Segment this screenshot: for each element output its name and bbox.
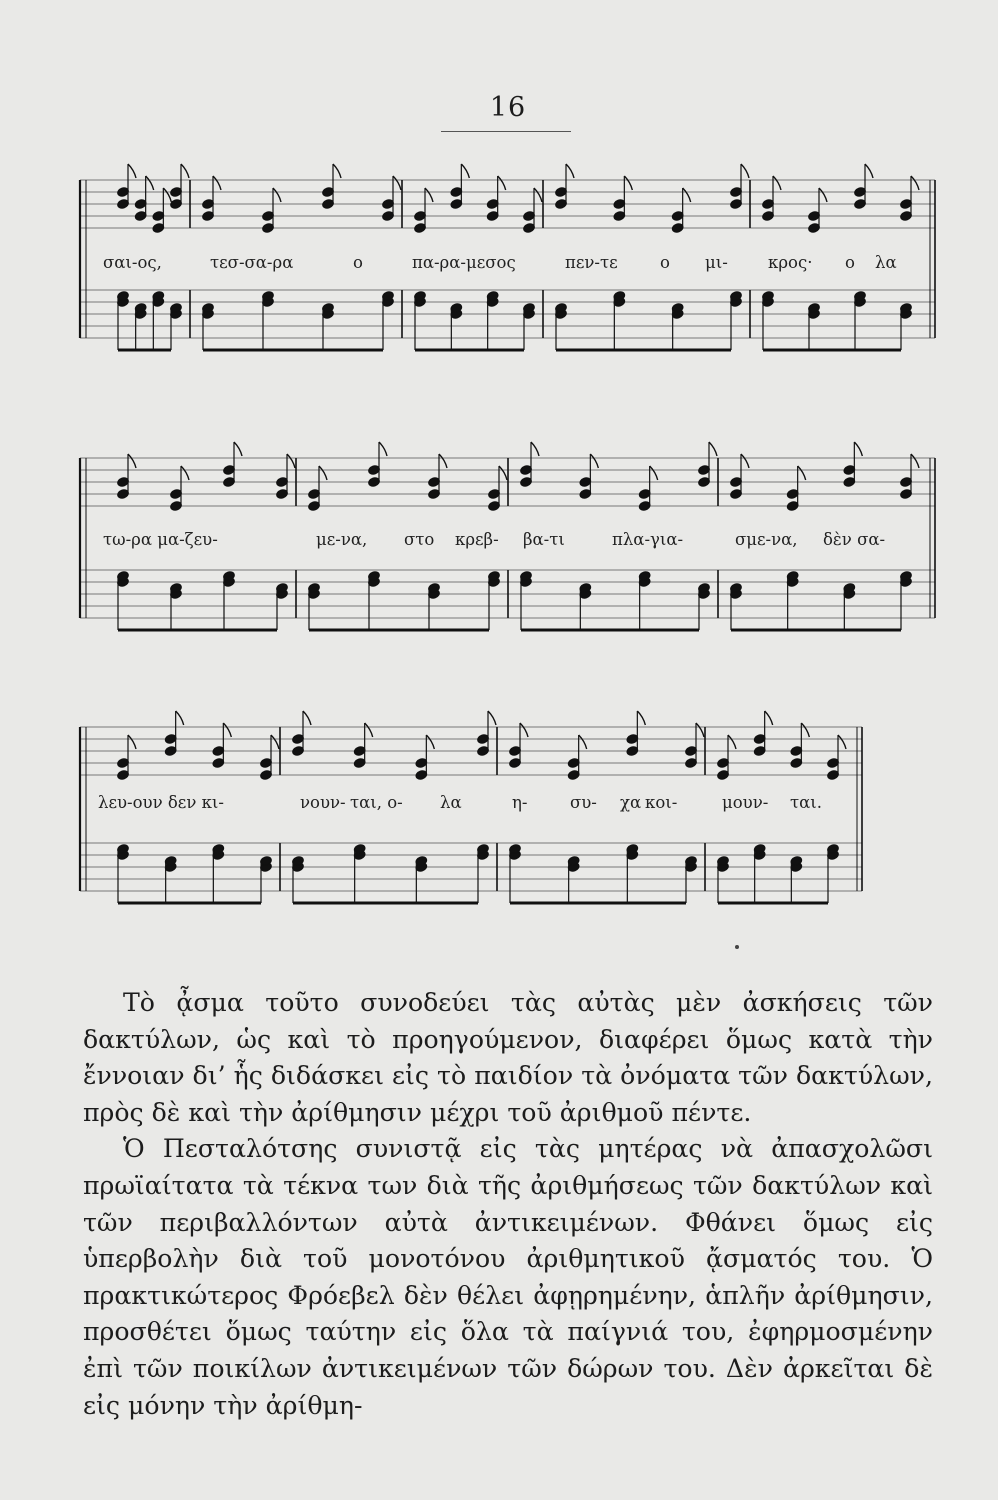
note-flag bbox=[146, 176, 154, 190]
note-flag bbox=[223, 723, 231, 737]
lyric: κρος· bbox=[768, 253, 813, 272]
note-flag bbox=[499, 466, 507, 480]
note-flag bbox=[520, 723, 528, 737]
note-flag bbox=[741, 164, 749, 178]
note-flag bbox=[819, 188, 827, 202]
page-number: 16 bbox=[489, 92, 527, 123]
lyric: πεν-τε bbox=[565, 253, 618, 272]
lyric: τεσ-σα-ρα bbox=[210, 253, 294, 272]
print-dot bbox=[735, 945, 739, 949]
note-flag bbox=[319, 466, 327, 480]
lyric: λα bbox=[440, 793, 462, 812]
lyric: λευ-ουν δεν κι- bbox=[98, 793, 224, 812]
body-text bbox=[83, 985, 933, 1424]
note-flag bbox=[765, 711, 773, 725]
lyric: στο bbox=[404, 530, 435, 549]
note-flag bbox=[696, 723, 704, 737]
note-flag bbox=[439, 454, 447, 468]
note-flag bbox=[624, 176, 632, 190]
lyric: βα-τι bbox=[523, 530, 565, 549]
lyric: σαι-ος, bbox=[103, 253, 162, 272]
note-flag bbox=[531, 442, 539, 456]
lyric: πα-ρα-μεσος bbox=[412, 253, 516, 272]
note-flag bbox=[379, 442, 387, 456]
lyric: πλα-για- bbox=[612, 530, 684, 549]
paragraph: Ὁ Πεσταλότσης συνιστᾷ εἰς τὰς μητέρας νὰ ἀπασχολῶσι πρωϊαίτατα τὰ τέκνα των διὰ τῆς ἀριθμήσεως τῶν δακτύλων καὶ τῶν περιβαλλόντων αὐτὰ ἀντικειμένων. Φθάνει ὅμως εἰς ὑπερβολὴν διὰ τοῦ μονοτόνου ἀριθμητικοῦ ᾄσματός του. Ὁ πρακτικώτερος Φρόεβελ δὲν θέλει ἀφῃρημένην, ἁπλῆν ἀρίθμησιν, προσθέτει ὅμως ταύτην εἰς ὅλα τὰ παίγνιά του, ἐφηρμοσμένην ἐπὶ τῶν ποικίλων ἀντικειμένων τῶν δώρων του. Δὲν ἀρκεῖται δὲ εἰς μόνην τὴν ἀρίθμη- bbox=[83, 1134, 933, 1420]
lyric: ται. bbox=[790, 793, 822, 812]
note-flag bbox=[534, 188, 542, 202]
note-flag bbox=[590, 454, 598, 468]
note-flag bbox=[273, 188, 281, 202]
note-flag bbox=[566, 164, 574, 178]
lyric: ο bbox=[845, 253, 855, 272]
lyric: μι- bbox=[705, 253, 728, 272]
lyric: η- bbox=[512, 793, 528, 812]
note-flag bbox=[461, 164, 469, 178]
note-flag bbox=[741, 454, 749, 468]
lyric: χα bbox=[620, 793, 642, 812]
lyric: σμε-να, bbox=[735, 530, 798, 549]
note-flag bbox=[683, 188, 691, 202]
lyric: κοι- bbox=[645, 793, 678, 812]
note-flag bbox=[426, 735, 434, 749]
note-flag bbox=[181, 466, 189, 480]
lyric: μουν- bbox=[722, 793, 769, 812]
note-flag bbox=[271, 735, 279, 749]
lyric: με-να, bbox=[316, 530, 368, 549]
note-flag bbox=[838, 735, 846, 749]
note-flag bbox=[303, 711, 311, 725]
note-flag bbox=[176, 711, 184, 725]
note-flag bbox=[488, 711, 496, 725]
lyric: ο bbox=[660, 253, 670, 272]
note-flag bbox=[393, 176, 401, 190]
note-flag bbox=[163, 188, 171, 202]
note-flag bbox=[709, 442, 717, 456]
note-flag bbox=[425, 188, 433, 202]
note-flag bbox=[650, 466, 658, 480]
lyric: τω-ρα μα-ζευ- bbox=[103, 530, 218, 549]
note-flag bbox=[234, 442, 242, 456]
note-flag bbox=[128, 735, 136, 749]
paragraph: Τὸ ᾆσμα τοῦτο συνοδεύει τὰς αὐτὰς μὲν ἀσκήσεις τῶν δακτύλων, ὡς καὶ τὸ προηγούμενον, διαφέρει ὅμως κατὰ τὴν ἔννοιαν δι’ ἧς διδάσκει εἰς τὸ παιδίον τὰ ὀνόματα τῶν δακτύλων, πρὸς δὲ καὶ τὴν ἀρίθμησιν μέχρι τοῦ ἀριθμοῦ πέντε. bbox=[83, 988, 933, 1127]
lyric: συ- bbox=[570, 793, 597, 812]
note-flag bbox=[773, 176, 781, 190]
note-flag bbox=[728, 735, 736, 749]
note-flag bbox=[181, 164, 189, 178]
note-flag bbox=[911, 176, 919, 190]
note-flag bbox=[801, 723, 809, 737]
note-flag bbox=[365, 723, 373, 737]
note-flag bbox=[213, 176, 221, 190]
note-flag bbox=[498, 176, 506, 190]
note-flag bbox=[865, 164, 873, 178]
note-flag bbox=[798, 466, 806, 480]
lyric: κρεβ- bbox=[455, 530, 499, 549]
lyric: λα bbox=[875, 253, 897, 272]
note-flag bbox=[287, 454, 295, 468]
note-flag bbox=[333, 164, 341, 178]
note-flag bbox=[637, 711, 645, 725]
lyric: ται, ο- bbox=[350, 793, 403, 812]
lyric: δὲν σα- bbox=[823, 530, 886, 549]
note-flag bbox=[128, 454, 136, 468]
note-flag bbox=[911, 454, 919, 468]
lyric: νουν- bbox=[300, 793, 346, 812]
note-flag bbox=[854, 442, 862, 456]
note-flag bbox=[128, 164, 136, 178]
lyric: ο bbox=[353, 253, 363, 272]
note-flag bbox=[579, 735, 587, 749]
